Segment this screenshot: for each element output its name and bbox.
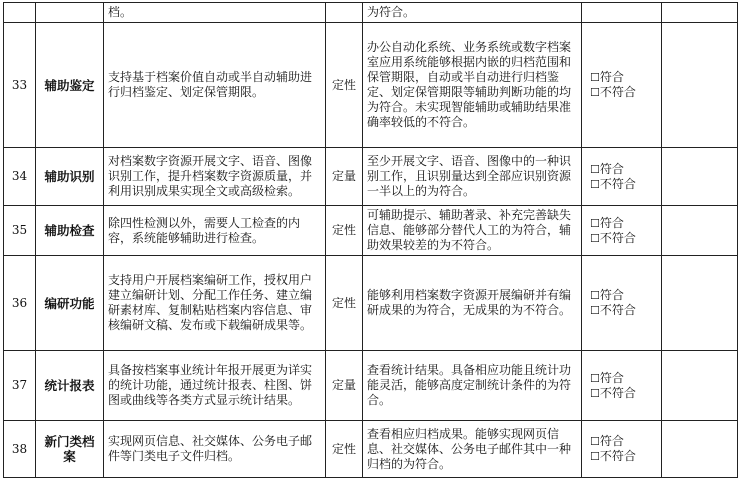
criteria-text: 至少开展文字、语音、图像中的一种识别工作，且识别量达到全部应识别资源一半以上的为符合。 [363,148,582,206]
checkbox-icon[interactable]: ☐ [590,177,600,191]
continuation-row [4,3,738,23]
option-conform[interactable]: ☐符合 [590,288,624,302]
remarks-cell [662,23,738,148]
requirement-text: 具备按档案事业统计年报开展更为详实的统计功能，通过统计报表、柱图、饼图或曲线等各类方式显示统计结果。 [104,351,326,421]
remarks-cell [662,3,738,23]
checkbox-icon[interactable]: ☐ [590,71,600,84]
result-options [582,421,662,478]
requirement-text: 对档案数字资源开展文字、语音、图像识别工作，提升档案数字资源质量，并利用识别成果实现全文或高级检索。 [104,148,326,206]
remarks-cell [662,351,738,421]
table-row [4,23,738,148]
criteria-text: 查看统计结果。具备相应功能且统计功能灵活，能够高度定制统计条件的为符合。 [363,351,582,421]
table-row [4,206,738,256]
option-nonconform[interactable]: ☐不符合 [590,85,636,99]
criteria-cell: 为符合。 [363,3,582,23]
option-nonconform[interactable]: ☐不符合 [590,385,636,400]
checkbox-icon[interactable]: ☐ [590,86,600,99]
row-number: 34 [4,148,36,206]
option-conform[interactable]: ☐符合 [590,215,624,230]
num-cell [4,3,36,23]
type-cell [326,3,363,23]
item-name: 辅助识别 [36,148,104,206]
criteria-text: 查看相应归档成果。能够实现网页信息、社交媒体、公务电子邮件其中一种归档的为符合。 [363,421,582,478]
item-name: 辅助鉴定 [36,23,104,148]
criteria-text: 能够利用档案数字资源开展编研并有编研成果的为符合，无成果的为不符合。 [363,256,582,351]
row-number: 35 [4,206,36,256]
evaluation-type: 定性 [326,23,363,148]
row-number: 33 [4,23,36,148]
result-options [582,206,662,256]
evaluation-type: 定性 [326,256,363,351]
requirement-cell: 档。 [104,3,326,23]
remarks-cell [662,256,738,351]
checkbox-icon[interactable]: ☐ [590,386,600,400]
row-number: 37 [4,351,36,421]
checkbox-icon[interactable]: ☐ [590,231,600,245]
result-options [582,256,662,351]
evaluation-type: 定性 [326,421,363,478]
result-options [582,148,662,206]
table-row [4,256,738,351]
requirement-text: 除四性检测以外，需要人工检查的内容，系统能够辅助进行检查。 [104,206,326,256]
evaluation-type: 定量 [326,148,363,206]
row-number: 36 [4,256,36,351]
requirement-text: 实现网页信息、社交媒体、公务电子邮件等门类电子文件归档。 [104,421,326,478]
checkbox-icon[interactable]: ☐ [590,304,600,317]
result-options [582,23,662,148]
remarks-cell [662,421,738,478]
option-nonconform[interactable]: ☐不符合 [590,176,636,191]
option-conform[interactable]: ☐符合 [590,370,624,385]
evaluation-type: 定性 [326,206,363,256]
remarks-cell [662,206,738,256]
criteria-text: 办公自动化系统、业务系统或数字档案室应用系统能够根据内嵌的归档范围和保管期限，自动或半自动进行归档鉴定、划定保管期限等辅助判断功能的均为符合。未实现智能辅助或辅助结果准确率较低的不符合。 [363,23,582,148]
item-name: 编研功能 [36,256,104,351]
result-options [582,351,662,421]
options-cell [582,3,662,23]
item-name: 辅助检查 [36,206,104,256]
checkbox-icon[interactable]: ☐ [590,289,600,302]
option-conform[interactable]: ☐符合 [590,434,624,448]
table-row [4,421,738,478]
option-nonconform[interactable]: ☐不符合 [590,303,636,317]
name-cell [36,3,104,23]
checkbox-icon[interactable]: ☐ [590,216,600,230]
option-nonconform[interactable]: ☐不符合 [590,230,636,245]
table-row [4,148,738,206]
checkbox-icon[interactable]: ☐ [590,162,600,176]
criteria-text: 可辅助提示、辅助著录、补充完善缺失信息、能够部分替代人工的为符合，辅助效果较差的为不符合。 [363,206,582,256]
checkbox-icon[interactable]: ☐ [590,450,600,463]
requirement-text: 支持用户开展档案编研工作，授权用户建立编研计划、分配工作任务、建立编研素材库、复制粘贴档案内容信息、审核编研文稿、发布或下载编研成果等。 [104,256,326,351]
remarks-cell [662,148,738,206]
table-row [4,351,738,421]
requirement-text: 支持基于档案价值自动或半自动辅助进行归档鉴定、划定保管期限。 [104,23,326,148]
evaluation-type: 定量 [326,351,363,421]
row-number: 38 [4,421,36,478]
option-conform[interactable]: ☐符合 [590,70,624,84]
checkbox-icon[interactable]: ☐ [590,435,600,448]
evaluation-table [3,2,738,478]
item-name: 新门类档案 [36,421,104,478]
option-conform[interactable]: ☐符合 [590,161,624,176]
item-name: 统计报表 [36,351,104,421]
option-nonconform[interactable]: ☐不符合 [590,449,636,463]
checkbox-icon[interactable]: ☐ [590,371,600,385]
